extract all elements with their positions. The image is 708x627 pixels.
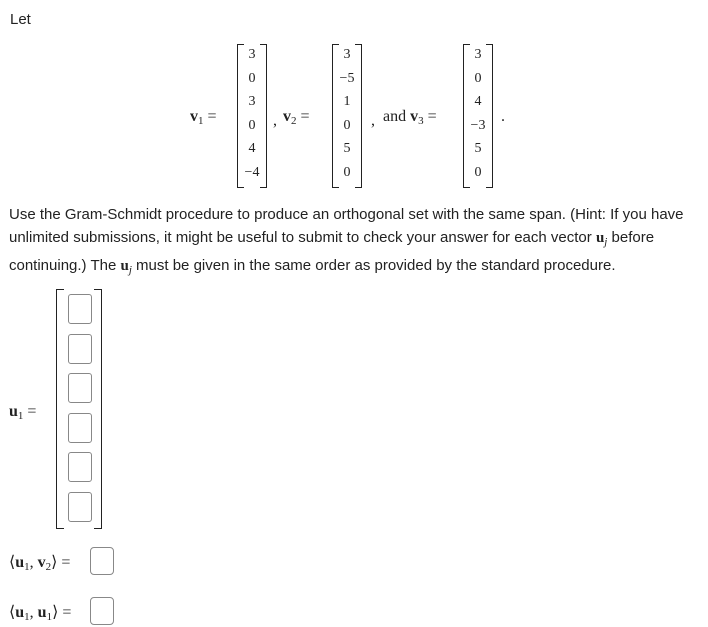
- separator-comma: ,: [273, 112, 277, 129]
- vector-entry: 3: [248, 47, 256, 62]
- u1-entry-input[interactable]: [68, 452, 92, 482]
- problem-statement: Use the Gram-Schmidt procedure to produce an orthogonal set with the same span. (Hint: If you have unlimited submissions, it might be useful to submit to check your answer for each vector $u_j$ before continuing.) The $u_j$ must be given in the same order as provided by the standard procedure.: [9, 206, 684, 276]
- bracket-left: [56, 289, 64, 529]
- vector-entry: 1: [343, 94, 351, 110]
- vector-entry: 3: [474, 47, 482, 62]
- vector-entry: 4: [474, 94, 482, 110]
- v2-matrix: [332, 44, 362, 186]
- vector-entry: 0: [343, 117, 351, 133]
- u1-entry-input[interactable]: [68, 413, 92, 443]
- u1-entry-input[interactable]: [68, 492, 92, 522]
- inner-product-u1-v2-label: $⟨u_1$, $v_2⟩$ =: [9, 554, 71, 573]
- inner-product-u1-u1-label: $⟨u_1$, $u_1⟩$ =: [9, 604, 72, 623]
- vector-entry: 4: [248, 141, 256, 157]
- v2-label: $v_2$ =: [283, 108, 310, 127]
- intro-text: Let: [10, 11, 31, 28]
- period: .: [501, 108, 505, 125]
- inner-product-u1-v2-input[interactable]: [90, 547, 114, 575]
- vector-entry: −5: [339, 70, 355, 86]
- u1-entry-input[interactable]: [68, 294, 92, 324]
- u1-matrix: [56, 289, 102, 527]
- v3-label: and $v_3$ =: [383, 108, 437, 127]
- vector-entry: 3: [343, 47, 351, 62]
- separator-comma: ,: [371, 112, 375, 129]
- u1-entry-input[interactable]: [68, 334, 92, 364]
- u1-entry-input[interactable]: [68, 373, 92, 403]
- v3-matrix: [463, 44, 493, 186]
- vector-entry: 0: [474, 70, 482, 86]
- vector-entry: 3: [248, 94, 256, 110]
- vector-entry: 0: [248, 117, 256, 133]
- vector-entry: 0: [343, 165, 351, 180]
- vector-entry: 5: [474, 141, 482, 157]
- v1-matrix: [237, 44, 267, 186]
- vector-entry: −4: [244, 165, 260, 180]
- vector-entry: −3: [470, 117, 486, 133]
- vector-entry: 0: [248, 70, 256, 86]
- v1-label: $v_1$ =: [190, 108, 217, 127]
- vector-entry: 5: [343, 141, 351, 157]
- u1-label: $u_1$ =: [9, 403, 37, 422]
- inner-product-u1-u1-input[interactable]: [90, 597, 114, 625]
- bracket-right: [94, 289, 102, 529]
- vector-entry: 0: [474, 165, 482, 180]
